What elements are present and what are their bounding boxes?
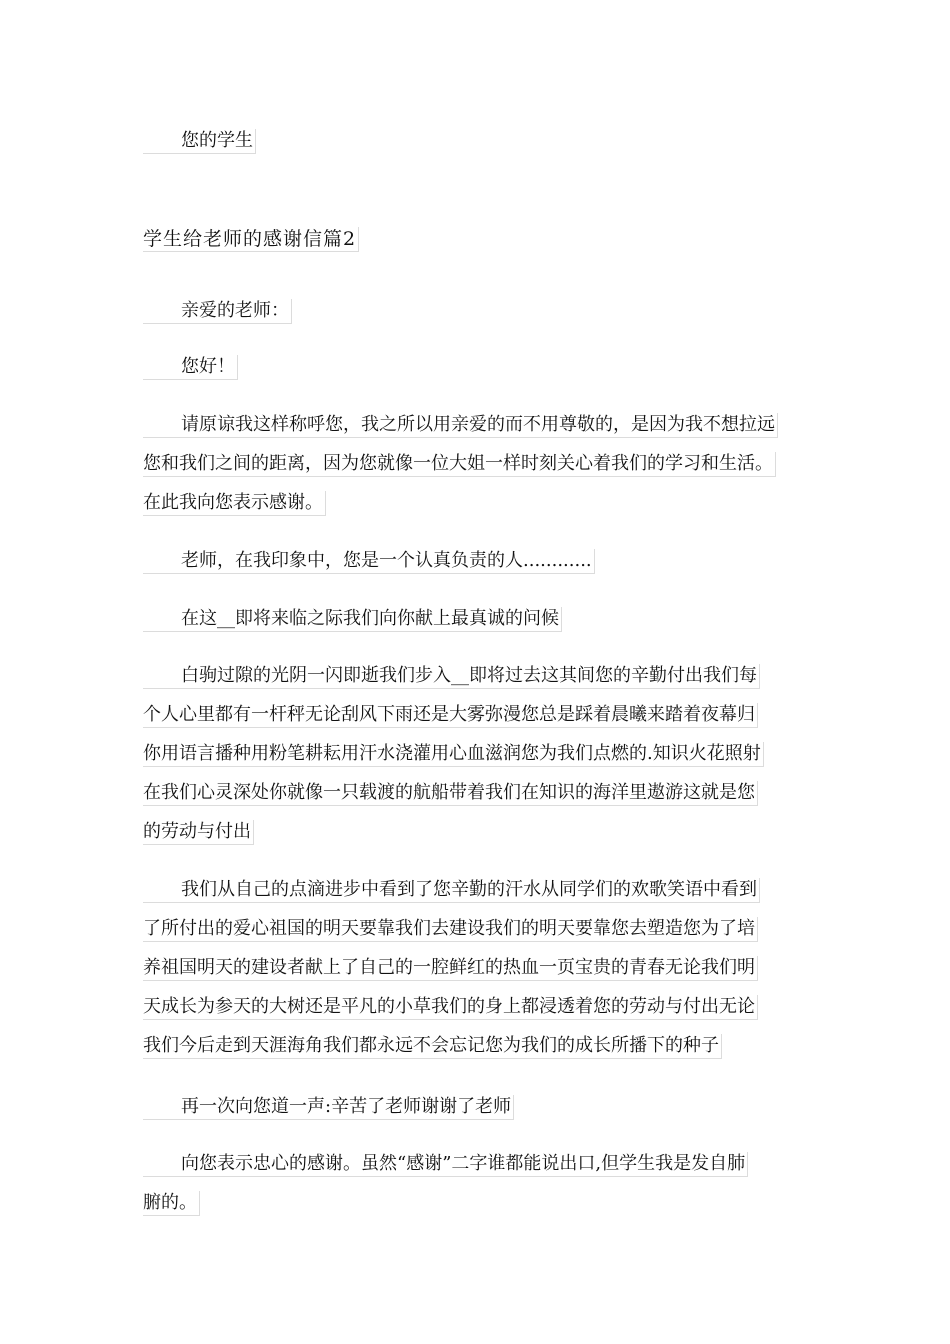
heading-text: 学生给老师的感谢信篇2 xyxy=(143,227,359,252)
greeting-paragraph xyxy=(143,291,292,330)
paragraph-line: 在此我向您表示感谢。 xyxy=(143,491,326,516)
signature-text: 您的学生 xyxy=(181,129,253,151)
paragraph-line: 个人心里都有一杆秤无论刮风下雨还是大雾弥漫您总是踩着晨曦来踏着夜幕归 xyxy=(143,703,758,728)
paragraph-line: 再一次向您道一声:辛苦了老师谢谢了老师 xyxy=(181,1095,512,1117)
paragraph-line: 我们今后走到天涯海角我们都永远不会忘记您为我们的成长所播下的种子 xyxy=(143,1034,722,1059)
greeting-text: 亲爱的老师： xyxy=(181,299,289,321)
paragraph-5 xyxy=(143,870,760,1065)
paragraph-line: 了所付出的爱心祖国的明天要靠我们去建设我们的明天要靠您去塑造您为了培 xyxy=(143,917,758,942)
paragraph-line: 您和我们之间的距离，因为您就像一位大姐一样时刻关心着我们的学习和生活。 xyxy=(143,452,776,477)
paragraph-line: 老师，在我印象中，您是一个认真负责的人............ xyxy=(181,549,592,571)
section-heading xyxy=(143,219,359,258)
paragraph-7 xyxy=(143,1144,748,1222)
paragraph-4 xyxy=(143,656,764,851)
paragraph-3 xyxy=(143,599,562,638)
hello-paragraph xyxy=(143,347,238,386)
paragraph-line: 的劳动与付出 xyxy=(143,820,254,845)
paragraph-line: 白驹过隙的光阴一闪即逝我们步入__即将过去这其间您的辛勤付出我们每 xyxy=(181,664,757,686)
signature-paragraph xyxy=(143,121,256,160)
paragraph-2 xyxy=(143,541,595,580)
paragraph-6 xyxy=(143,1087,514,1126)
paragraph-line: 在这__即将来临之际我们向你献上最真诚的问候 xyxy=(181,607,559,629)
paragraph-line: 天成长为参天的大树还是平凡的小草我们的身上都浸透着您的劳动与付出无论 xyxy=(143,995,758,1020)
paragraph-line: 你用语言播种用粉笔耕耘用汗水浇灌用心血滋润您为我们点燃的.知识火花照射 xyxy=(143,742,764,767)
paragraph-line: 我们从自己的点滴进步中看到了您辛勤的汗水从同学们的欢歌笑语中看到 xyxy=(181,878,757,900)
paragraph-line: 向您表示忠心的感谢。虽然“感谢”二字谁都能说出口,但学生我是发自肺 xyxy=(181,1152,746,1174)
paragraph-line: 在我们心灵深处你就像一只载渡的航船带着我们在知识的海洋里遨游这就是您 xyxy=(143,781,758,806)
paragraph-line: 腑的。 xyxy=(143,1191,200,1216)
paragraph-1 xyxy=(143,405,778,522)
hello-text: 您好！ xyxy=(181,355,235,377)
paragraph-line: 养祖国明天的建设者献上了自己的一腔鲜红的热血一页宝贵的青春无论我们明 xyxy=(143,956,758,981)
paragraph-line: 请原谅我这样称呼您，我之所以用亲爱的而不用尊敬的，是因为我不想拉远 xyxy=(181,413,775,435)
